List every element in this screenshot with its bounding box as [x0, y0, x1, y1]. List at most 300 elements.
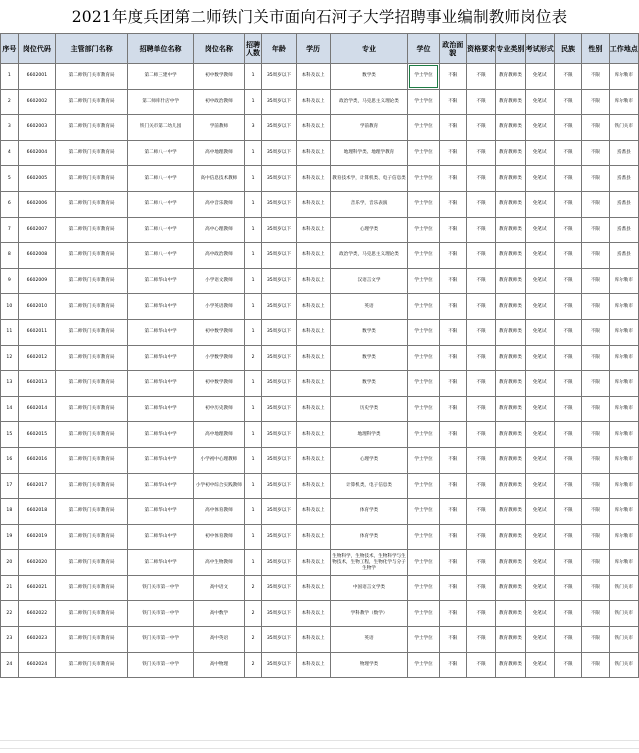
cell-location[interactable]: 库尔勒市	[609, 345, 638, 371]
cell-degree[interactable]: 学士学位	[408, 217, 439, 243]
cell-ethnicity[interactable]: 不限	[554, 140, 581, 166]
cell-post-code[interactable]: 6602022	[18, 601, 55, 627]
cell-age[interactable]: 35周岁以下	[262, 217, 296, 243]
cell-dept[interactable]: 第二师铁门关市教育局	[56, 575, 128, 601]
cell-post[interactable]: 高中地理教师	[194, 140, 245, 166]
cell-ethnicity[interactable]: 不限	[554, 243, 581, 269]
cell-unit[interactable]: 第二师华山中学	[128, 473, 194, 499]
cell-dept[interactable]: 第二师铁门关市教育局	[56, 115, 128, 141]
cell-count[interactable]: 2	[244, 652, 262, 678]
cell-dept[interactable]: 第二师铁门关市教育局	[56, 627, 128, 653]
cell-location[interactable]: 库尔勒市	[609, 396, 638, 422]
cell-degree[interactable]: 学士学位	[408, 524, 439, 550]
cell-ethnicity[interactable]: 不限	[554, 191, 581, 217]
cell-location[interactable]: 库尔勒市	[609, 294, 638, 320]
cell-category[interactable]: 教育教师类	[496, 575, 525, 601]
cell-dept[interactable]: 第二师铁门关市教育局	[56, 499, 128, 525]
cell-post[interactable]: 初中体育教师	[194, 524, 245, 550]
cell-exam[interactable]: 免笔试	[525, 524, 554, 550]
cell-unit[interactable]: 第二师库什店中学	[128, 89, 194, 115]
cell-unit[interactable]: 铁门关市第一中学	[128, 575, 194, 601]
cell-major[interactable]: 音乐学，音乐表演	[330, 191, 408, 217]
cell-ethnicity[interactable]: 不限	[554, 166, 581, 192]
cell-unit[interactable]: 第二师八一中学	[128, 140, 194, 166]
cell-post-code[interactable]: 6602009	[18, 268, 55, 294]
cell-qualification[interactable]: 不限	[466, 64, 495, 90]
cell-age[interactable]: 35周岁以下	[262, 319, 296, 345]
cell-political[interactable]: 不限	[439, 345, 466, 371]
cell-gender[interactable]: 不限	[582, 601, 609, 627]
cell-ethnicity[interactable]: 不限	[554, 396, 581, 422]
cell-ethnicity[interactable]: 不限	[554, 217, 581, 243]
cell-index[interactable]: 19	[1, 524, 19, 550]
cell-count[interactable]: 1	[244, 166, 262, 192]
cell-major[interactable]: 体育学类	[330, 499, 408, 525]
cell-age[interactable]: 35周岁以下	[262, 191, 296, 217]
cell-exam[interactable]: 免笔试	[525, 447, 554, 473]
cell-post[interactable]: 高中地理教师	[194, 422, 245, 448]
cell-location[interactable]: 库尔勒市	[609, 499, 638, 525]
cell-post[interactable]: 小学语文教师	[194, 268, 245, 294]
cell-age[interactable]: 35周岁以下	[262, 345, 296, 371]
cell-ethnicity[interactable]: 不限	[554, 550, 581, 576]
cell-post[interactable]: 小学初中综合实践教师	[194, 473, 245, 499]
cell-age[interactable]: 35周岁以下	[262, 627, 296, 653]
cell-education[interactable]: 本科及以上	[296, 191, 330, 217]
cell-ethnicity[interactable]: 不限	[554, 447, 581, 473]
cell-age[interactable]: 35周岁以下	[262, 396, 296, 422]
cell-political[interactable]: 不限	[439, 371, 466, 397]
cell-dept[interactable]: 第二师铁门关市教育局	[56, 294, 128, 320]
cell-gender[interactable]: 不限	[582, 473, 609, 499]
cell-age[interactable]: 35周岁以下	[262, 601, 296, 627]
cell-category[interactable]: 教育教师类	[496, 294, 525, 320]
cell-post-code[interactable]: 6602007	[18, 217, 55, 243]
cell-post-code[interactable]: 6602016	[18, 447, 55, 473]
cell-unit[interactable]: 第二师华山中学	[128, 499, 194, 525]
cell-dept[interactable]: 第二师铁门关市教育局	[56, 396, 128, 422]
cell-post[interactable]: 高中政治教师	[194, 243, 245, 269]
cell-category[interactable]: 教育教师类	[496, 140, 525, 166]
cell-ethnicity[interactable]: 不限	[554, 294, 581, 320]
cell-political[interactable]: 不限	[439, 652, 466, 678]
cell-major[interactable]: 政治学类，马克思主义理论类	[330, 89, 408, 115]
cell-unit[interactable]: 铁门关市第二幼儿园	[128, 115, 194, 141]
cell-qualification[interactable]: 不限	[466, 191, 495, 217]
cell-location[interactable]: 焉耆县	[609, 191, 638, 217]
cell-qualification[interactable]: 不限	[466, 319, 495, 345]
cell-degree[interactable]: 学士学位	[408, 345, 439, 371]
cell-count[interactable]: 1	[244, 473, 262, 499]
cell-unit[interactable]: 第二师华山中学	[128, 268, 194, 294]
cell-dept[interactable]: 第二师铁门关市教育局	[56, 243, 128, 269]
cell-dept[interactable]: 第二师铁门关市教育局	[56, 652, 128, 678]
cell-qualification[interactable]: 不限	[466, 550, 495, 576]
cell-post-code[interactable]: 6602015	[18, 422, 55, 448]
cell-count[interactable]: 1	[244, 422, 262, 448]
cell-index[interactable]: 21	[1, 575, 19, 601]
cell-major[interactable]: 历史学类	[330, 396, 408, 422]
cell-count[interactable]: 2	[244, 627, 262, 653]
cell-exam[interactable]: 免笔试	[525, 243, 554, 269]
cell-unit[interactable]: 铁门关市第一中学	[128, 601, 194, 627]
cell-category[interactable]: 教育教师类	[496, 447, 525, 473]
cell-post[interactable]: 高中语文	[194, 575, 245, 601]
cell-location[interactable]: 铁门关市	[609, 115, 638, 141]
cell-degree[interactable]: 学士学位	[408, 371, 439, 397]
cell-ethnicity[interactable]: 不限	[554, 345, 581, 371]
cell-count[interactable]: 1	[244, 89, 262, 115]
cell-post[interactable]: 高中数学	[194, 601, 245, 627]
cell-political[interactable]: 不限	[439, 473, 466, 499]
cell-post-code[interactable]: 6602006	[18, 191, 55, 217]
cell-unit[interactable]: 第二师华山中学	[128, 447, 194, 473]
cell-political[interactable]: 不限	[439, 89, 466, 115]
cell-dept[interactable]: 第二师铁门关市教育局	[56, 191, 128, 217]
cell-location[interactable]: 库尔勒市	[609, 550, 638, 576]
cell-post-code[interactable]: 6602024	[18, 652, 55, 678]
cell-age[interactable]: 35周岁以下	[262, 294, 296, 320]
cell-post[interactable]: 学前教师	[194, 115, 245, 141]
cell-post-code[interactable]: 6602018	[18, 499, 55, 525]
cell-category[interactable]: 教育教师类	[496, 89, 525, 115]
cell-major[interactable]: 地理科学类、地理学教育	[330, 140, 408, 166]
cell-unit[interactable]: 第二师八一中学	[128, 166, 194, 192]
cell-unit[interactable]: 第二师华山中学	[128, 294, 194, 320]
cell-education[interactable]: 本科及以上	[296, 601, 330, 627]
cell-index[interactable]: 18	[1, 499, 19, 525]
cell-political[interactable]: 不限	[439, 115, 466, 141]
cell-location[interactable]: 库尔勒市	[609, 319, 638, 345]
cell-exam[interactable]: 免笔试	[525, 601, 554, 627]
cell-degree[interactable]: 学士学位	[408, 447, 439, 473]
cell-dept[interactable]: 第二师铁门关市教育局	[56, 422, 128, 448]
cell-exam[interactable]: 免笔试	[525, 89, 554, 115]
cell-dept[interactable]: 第二师铁门关市教育局	[56, 319, 128, 345]
cell-degree[interactable]: 学士学位	[408, 166, 439, 192]
cell-gender[interactable]: 不限	[582, 396, 609, 422]
cell-education[interactable]: 本科及以上	[296, 64, 330, 90]
cell-unit[interactable]: 第二师华山中学	[128, 345, 194, 371]
cell-dept[interactable]: 第二师铁门关市教育局	[56, 166, 128, 192]
cell-political[interactable]: 不限	[439, 396, 466, 422]
cell-post[interactable]: 高中信息技术教师	[194, 166, 245, 192]
cell-post[interactable]: 高中体育教师	[194, 499, 245, 525]
cell-age[interactable]: 35周岁以下	[262, 243, 296, 269]
cell-ethnicity[interactable]: 不限	[554, 319, 581, 345]
cell-category[interactable]: 教育教师类	[496, 319, 525, 345]
cell-qualification[interactable]: 不限	[466, 217, 495, 243]
cell-major[interactable]: 政治学类，马克思主义理论类	[330, 243, 408, 269]
cell-post-code[interactable]: 6602013	[18, 371, 55, 397]
cell-age[interactable]: 35周岁以下	[262, 473, 296, 499]
cell-ethnicity[interactable]: 不限	[554, 627, 581, 653]
cell-degree[interactable]: 学士学位	[408, 499, 439, 525]
cell-category[interactable]: 教育教师类	[496, 524, 525, 550]
cell-count[interactable]: 1	[244, 550, 262, 576]
cell-post-code[interactable]: 6602014	[18, 396, 55, 422]
cell-political[interactable]: 不限	[439, 601, 466, 627]
cell-count[interactable]: 1	[244, 396, 262, 422]
cell-unit[interactable]: 第二师华山中学	[128, 319, 194, 345]
cell-age[interactable]: 35周岁以下	[262, 89, 296, 115]
cell-qualification[interactable]: 不限	[466, 166, 495, 192]
cell-category[interactable]: 教育教师类	[496, 115, 525, 141]
cell-location[interactable]: 库尔勒市	[609, 447, 638, 473]
cell-exam[interactable]: 免笔试	[525, 422, 554, 448]
cell-dept[interactable]: 第二师铁门关市教育局	[56, 473, 128, 499]
cell-count[interactable]: 1	[244, 319, 262, 345]
cell-count[interactable]: 3	[244, 115, 262, 141]
cell-ethnicity[interactable]: 不限	[554, 64, 581, 90]
cell-ethnicity[interactable]: 不限	[554, 89, 581, 115]
cell-age[interactable]: 35周岁以下	[262, 652, 296, 678]
cell-degree[interactable]: 学士学位	[408, 396, 439, 422]
cell-category[interactable]: 教育教师类	[496, 191, 525, 217]
cell-gender[interactable]: 不限	[582, 550, 609, 576]
cell-dept[interactable]: 第二师铁门关市教育局	[56, 550, 128, 576]
cell-post-code[interactable]: 6602012	[18, 345, 55, 371]
cell-age[interactable]: 35周岁以下	[262, 371, 296, 397]
cell-education[interactable]: 本科及以上	[296, 319, 330, 345]
cell-category[interactable]: 教育教师类	[496, 268, 525, 294]
cell-dept[interactable]: 第二师铁门关市教育局	[56, 371, 128, 397]
cell-location[interactable]: 库尔勒市	[609, 64, 638, 90]
cell-location[interactable]: 铁门关市	[609, 627, 638, 653]
cell-political[interactable]: 不限	[439, 294, 466, 320]
cell-major[interactable]: 学科教学（数学）	[330, 601, 408, 627]
cell-age[interactable]: 35周岁以下	[262, 575, 296, 601]
cell-qualification[interactable]: 不限	[466, 140, 495, 166]
cell-post-code[interactable]: 6602021	[18, 575, 55, 601]
cell-age[interactable]: 35周岁以下	[262, 499, 296, 525]
cell-index[interactable]: 15	[1, 422, 19, 448]
cell-exam[interactable]: 免笔试	[525, 473, 554, 499]
cell-dept[interactable]: 第二师铁门关市教育局	[56, 268, 128, 294]
cell-post[interactable]: 高中音乐教师	[194, 191, 245, 217]
cell-exam[interactable]: 免笔试	[525, 140, 554, 166]
cell-degree[interactable]: 学士学位	[408, 473, 439, 499]
cell-category[interactable]: 教育教师类	[496, 396, 525, 422]
cell-exam[interactable]: 免笔试	[525, 64, 554, 90]
cell-unit[interactable]: 第二师八一中学	[128, 191, 194, 217]
cell-location[interactable]: 铁门关市	[609, 575, 638, 601]
cell-gender[interactable]: 不限	[582, 319, 609, 345]
cell-count[interactable]: 2	[244, 601, 262, 627]
cell-major[interactable]: 学前教育	[330, 115, 408, 141]
cell-index[interactable]: 1	[1, 64, 19, 90]
cell-degree[interactable]: 学士学位	[408, 652, 439, 678]
cell-qualification[interactable]: 不限	[466, 243, 495, 269]
cell-education[interactable]: 本科及以上	[296, 115, 330, 141]
cell-location[interactable]: 焉耆县	[609, 217, 638, 243]
cell-gender[interactable]: 不限	[582, 345, 609, 371]
cell-category[interactable]: 教育教师类	[496, 243, 525, 269]
cell-ethnicity[interactable]: 不限	[554, 601, 581, 627]
cell-exam[interactable]: 免笔试	[525, 550, 554, 576]
cell-exam[interactable]: 免笔试	[525, 319, 554, 345]
cell-ethnicity[interactable]: 不限	[554, 268, 581, 294]
cell-location[interactable]: 库尔勒市	[609, 524, 638, 550]
cell-category[interactable]: 教育教师类	[496, 217, 525, 243]
cell-education[interactable]: 本科及以上	[296, 499, 330, 525]
cell-degree[interactable]: 学士学位	[408, 191, 439, 217]
cell-category[interactable]: 教育教师类	[496, 601, 525, 627]
cell-political[interactable]: 不限	[439, 319, 466, 345]
cell-ethnicity[interactable]: 不限	[554, 115, 581, 141]
cell-post-code[interactable]: 6602019	[18, 524, 55, 550]
cell-count[interactable]: 1	[244, 447, 262, 473]
cell-category[interactable]: 教育教师类	[496, 652, 525, 678]
cell-age[interactable]: 35周岁以下	[262, 524, 296, 550]
cell-qualification[interactable]: 不限	[466, 371, 495, 397]
cell-gender[interactable]: 不限	[582, 140, 609, 166]
cell-gender[interactable]: 不限	[582, 89, 609, 115]
cell-education[interactable]: 本科及以上	[296, 371, 330, 397]
cell-degree[interactable]: 学士学位	[408, 601, 439, 627]
cell-degree[interactable]: 学士学位	[408, 268, 439, 294]
cell-exam[interactable]: 免笔试	[525, 345, 554, 371]
cell-post-code[interactable]: 6602004	[18, 140, 55, 166]
cell-age[interactable]: 35周岁以下	[262, 422, 296, 448]
cell-post-code[interactable]: 6602003	[18, 115, 55, 141]
cell-post[interactable]: 初中数学教师	[194, 64, 245, 90]
cell-post-code[interactable]: 6602023	[18, 627, 55, 653]
cell-exam[interactable]: 免笔试	[525, 217, 554, 243]
cell-category[interactable]: 教育教师类	[496, 422, 525, 448]
cell-gender[interactable]: 不限	[582, 499, 609, 525]
cell-qualification[interactable]: 不限	[466, 422, 495, 448]
cell-gender[interactable]: 不限	[582, 166, 609, 192]
cell-major[interactable]: 数学类	[330, 371, 408, 397]
cell-major[interactable]: 体育学类	[330, 524, 408, 550]
cell-political[interactable]: 不限	[439, 166, 466, 192]
cell-education[interactable]: 本科及以上	[296, 422, 330, 448]
cell-category[interactable]: 教育教师类	[496, 371, 525, 397]
cell-gender[interactable]: 不限	[582, 524, 609, 550]
cell-political[interactable]: 不限	[439, 217, 466, 243]
cell-education[interactable]: 本科及以上	[296, 652, 330, 678]
cell-education[interactable]: 本科及以上	[296, 268, 330, 294]
cell-qualification[interactable]: 不限	[466, 575, 495, 601]
cell-category[interactable]: 教育教师类	[496, 345, 525, 371]
cell-age[interactable]: 35周岁以下	[262, 64, 296, 90]
cell-exam[interactable]: 免笔试	[525, 396, 554, 422]
cell-unit[interactable]: 铁门关市第一中学	[128, 627, 194, 653]
cell-post-code[interactable]: 6602001	[18, 64, 55, 90]
cell-education[interactable]: 本科及以上	[296, 550, 330, 576]
cell-gender[interactable]: 不限	[582, 217, 609, 243]
cell-unit[interactable]: 第二师华山中学	[128, 524, 194, 550]
cell-count[interactable]: 1	[244, 191, 262, 217]
cell-qualification[interactable]: 不限	[466, 524, 495, 550]
cell-unit[interactable]: 第二师华山中学	[128, 550, 194, 576]
cell-age[interactable]: 35周岁以下	[262, 447, 296, 473]
cell-post[interactable]: 初中历史教师	[194, 396, 245, 422]
cell-qualification[interactable]: 不限	[466, 115, 495, 141]
cell-education[interactable]: 本科及以上	[296, 447, 330, 473]
cell-gender[interactable]: 不限	[582, 627, 609, 653]
cell-index[interactable]: 13	[1, 371, 19, 397]
cell-education[interactable]: 本科及以上	[296, 140, 330, 166]
cell-post-code[interactable]: 6602008	[18, 243, 55, 269]
cell-exam[interactable]: 免笔试	[525, 371, 554, 397]
cell-exam[interactable]: 免笔试	[525, 499, 554, 525]
cell-count[interactable]: 1	[244, 268, 262, 294]
cell-qualification[interactable]: 不限	[466, 268, 495, 294]
cell-dept[interactable]: 第二师铁门关市教育局	[56, 140, 128, 166]
cell-education[interactable]: 本科及以上	[296, 166, 330, 192]
cell-qualification[interactable]: 不限	[466, 473, 495, 499]
cell-qualification[interactable]: 不限	[466, 294, 495, 320]
cell-major[interactable]: 数学类	[330, 319, 408, 345]
cell-age[interactable]: 35周岁以下	[262, 140, 296, 166]
cell-post[interactable]: 小学英语教师	[194, 294, 245, 320]
cell-major[interactable]: 心理学类	[330, 447, 408, 473]
cell-ethnicity[interactable]: 不限	[554, 652, 581, 678]
cell-gender[interactable]: 不限	[582, 652, 609, 678]
cell-count[interactable]: 1	[244, 243, 262, 269]
cell-index[interactable]: 5	[1, 166, 19, 192]
cell-index[interactable]: 12	[1, 345, 19, 371]
cell-political[interactable]: 不限	[439, 140, 466, 166]
cell-political[interactable]: 不限	[439, 524, 466, 550]
cell-unit[interactable]: 第二师三建中学	[128, 64, 194, 90]
cell-post[interactable]: 初中数学教师	[194, 371, 245, 397]
cell-category[interactable]: 教育教师类	[496, 627, 525, 653]
cell-gender[interactable]: 不限	[582, 575, 609, 601]
cell-major[interactable]: 中国语言文学类	[330, 575, 408, 601]
cell-post[interactable]: 小学初中心理教师	[194, 447, 245, 473]
cell-education[interactable]: 本科及以上	[296, 345, 330, 371]
cell-post-code[interactable]: 6602017	[18, 473, 55, 499]
cell-major[interactable]: 物理学类	[330, 652, 408, 678]
cell-dept[interactable]: 第二师铁门关市教育局	[56, 524, 128, 550]
cell-dept[interactable]: 第二师铁门关市教育局	[56, 447, 128, 473]
cell-exam[interactable]: 免笔试	[525, 166, 554, 192]
cell-major[interactable]: 数学类	[330, 345, 408, 371]
cell-count[interactable]: 1	[244, 371, 262, 397]
cell-gender[interactable]: 不限	[582, 191, 609, 217]
cell-location[interactable]: 焉耆县	[609, 243, 638, 269]
cell-political[interactable]: 不限	[439, 447, 466, 473]
cell-ethnicity[interactable]: 不限	[554, 499, 581, 525]
cell-count[interactable]: 2	[244, 575, 262, 601]
cell-degree[interactable]: 学士学位	[408, 89, 439, 115]
cell-major[interactable]: 心理学类	[330, 217, 408, 243]
cell-gender[interactable]: 不限	[582, 294, 609, 320]
cell-count[interactable]: 1	[244, 294, 262, 320]
cell-major[interactable]: 英语	[330, 294, 408, 320]
cell-index[interactable]: 9	[1, 268, 19, 294]
cell-gender[interactable]: 不限	[582, 371, 609, 397]
cell-education[interactable]: 本科及以上	[296, 243, 330, 269]
cell-post[interactable]: 高中物理	[194, 652, 245, 678]
cell-count[interactable]: 1	[244, 499, 262, 525]
cell-post[interactable]: 高中英语	[194, 627, 245, 653]
cell-dept[interactable]: 第二师铁门关市教育局	[56, 345, 128, 371]
cell-location[interactable]: 焉耆县	[609, 140, 638, 166]
cell-post-code[interactable]: 6602011	[18, 319, 55, 345]
cell-political[interactable]: 不限	[439, 64, 466, 90]
cell-index[interactable]: 14	[1, 396, 19, 422]
cell-unit[interactable]: 第二师华山中学	[128, 396, 194, 422]
cell-gender[interactable]: 不限	[582, 243, 609, 269]
cell-index[interactable]: 20	[1, 550, 19, 576]
cell-location[interactable]: 铁门关市	[609, 601, 638, 627]
cell-post[interactable]: 初中数学教师	[194, 319, 245, 345]
cell-age[interactable]: 35周岁以下	[262, 166, 296, 192]
